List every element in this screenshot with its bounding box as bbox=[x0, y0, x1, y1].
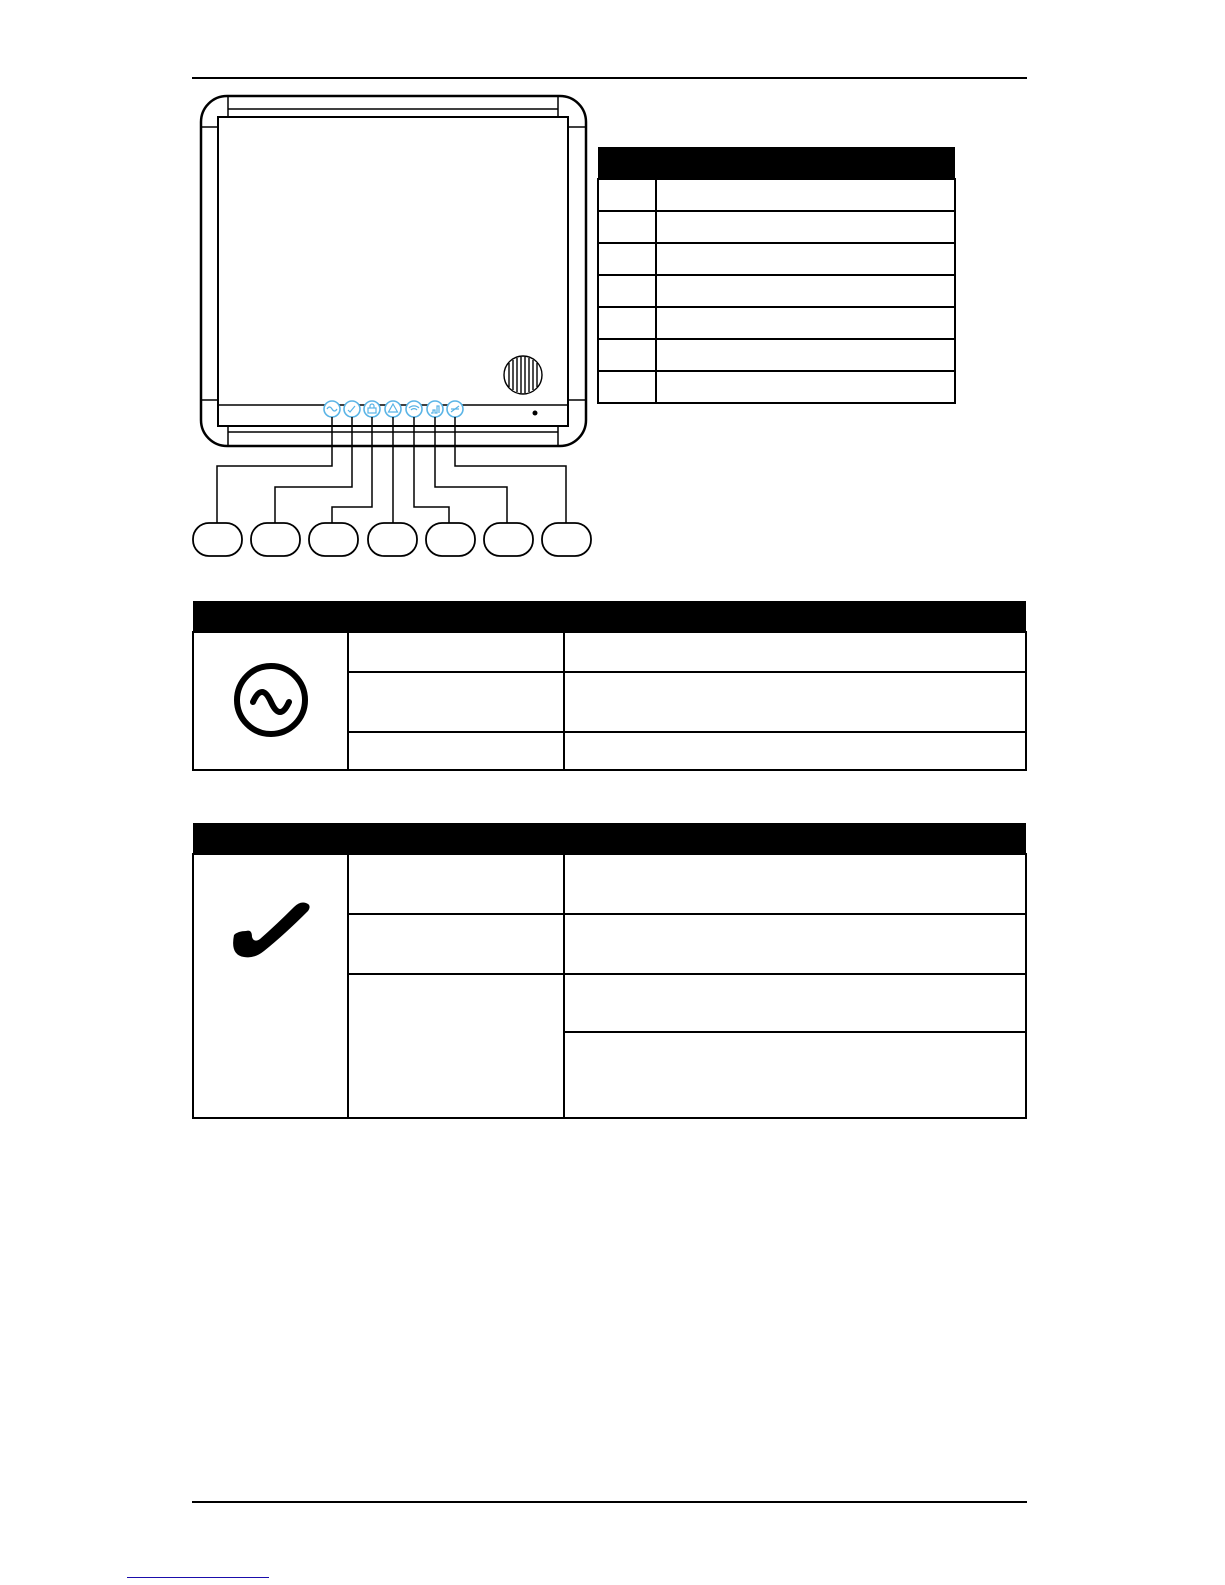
legend-label bbox=[656, 179, 955, 211]
legend-num bbox=[598, 243, 656, 275]
device-diagram bbox=[0, 0, 600, 570]
status-state bbox=[348, 974, 564, 1118]
status-table-header-description bbox=[564, 823, 1026, 854]
power-state bbox=[348, 732, 564, 770]
callout-1 bbox=[193, 523, 242, 556]
legend-num bbox=[598, 275, 656, 307]
power-state bbox=[348, 632, 564, 672]
power-icon bbox=[231, 660, 311, 740]
legend-label bbox=[656, 307, 955, 339]
legend-table bbox=[597, 147, 956, 404]
legend-label bbox=[656, 339, 955, 371]
footer-rule bbox=[192, 1501, 1027, 1503]
legend-num bbox=[598, 371, 656, 403]
status-description bbox=[564, 914, 1026, 974]
power-led-table bbox=[192, 601, 1027, 771]
footer-link-underline[interactable] bbox=[127, 1576, 269, 1578]
legend-row bbox=[598, 339, 955, 371]
legend-num bbox=[598, 211, 656, 243]
speaker-grille-icon bbox=[504, 356, 542, 394]
power-state bbox=[348, 672, 564, 732]
legend-label bbox=[656, 371, 955, 403]
status-led-table bbox=[192, 823, 1027, 1119]
legend-row bbox=[598, 371, 955, 403]
power-description bbox=[564, 632, 1026, 672]
legend-label bbox=[656, 243, 955, 275]
callout-7 bbox=[542, 523, 591, 556]
legend-row bbox=[598, 307, 955, 339]
status-table-header-state bbox=[193, 823, 564, 854]
power-icon-cell bbox=[193, 632, 348, 770]
callout-2 bbox=[251, 523, 300, 556]
legend-num bbox=[598, 307, 656, 339]
status-description bbox=[564, 854, 1026, 914]
callout-4 bbox=[368, 523, 417, 556]
callout-3 bbox=[309, 523, 358, 556]
power-description bbox=[564, 732, 1026, 770]
callout-5 bbox=[426, 523, 475, 556]
legend-label bbox=[656, 275, 955, 307]
check-icon bbox=[228, 897, 314, 961]
status-description bbox=[564, 974, 1026, 1032]
reset-pinhole bbox=[533, 411, 538, 416]
power-description bbox=[564, 672, 1026, 732]
device-inner-panel bbox=[218, 117, 568, 426]
status-icon-cell bbox=[193, 854, 348, 1118]
power-table-header-description bbox=[564, 601, 1026, 632]
legend-row bbox=[598, 179, 955, 211]
legend-num bbox=[598, 339, 656, 371]
legend-num bbox=[598, 179, 656, 211]
status-state bbox=[348, 914, 564, 974]
status-description bbox=[564, 1032, 1026, 1118]
power-table-header-state bbox=[193, 601, 564, 632]
legend-row bbox=[598, 211, 955, 243]
legend-row bbox=[598, 275, 955, 307]
led-signal-icon bbox=[427, 401, 443, 417]
legend-row bbox=[598, 243, 955, 275]
status-state bbox=[348, 854, 564, 914]
callout-6 bbox=[484, 523, 533, 556]
legend-header bbox=[598, 147, 955, 179]
legend-label bbox=[656, 211, 955, 243]
